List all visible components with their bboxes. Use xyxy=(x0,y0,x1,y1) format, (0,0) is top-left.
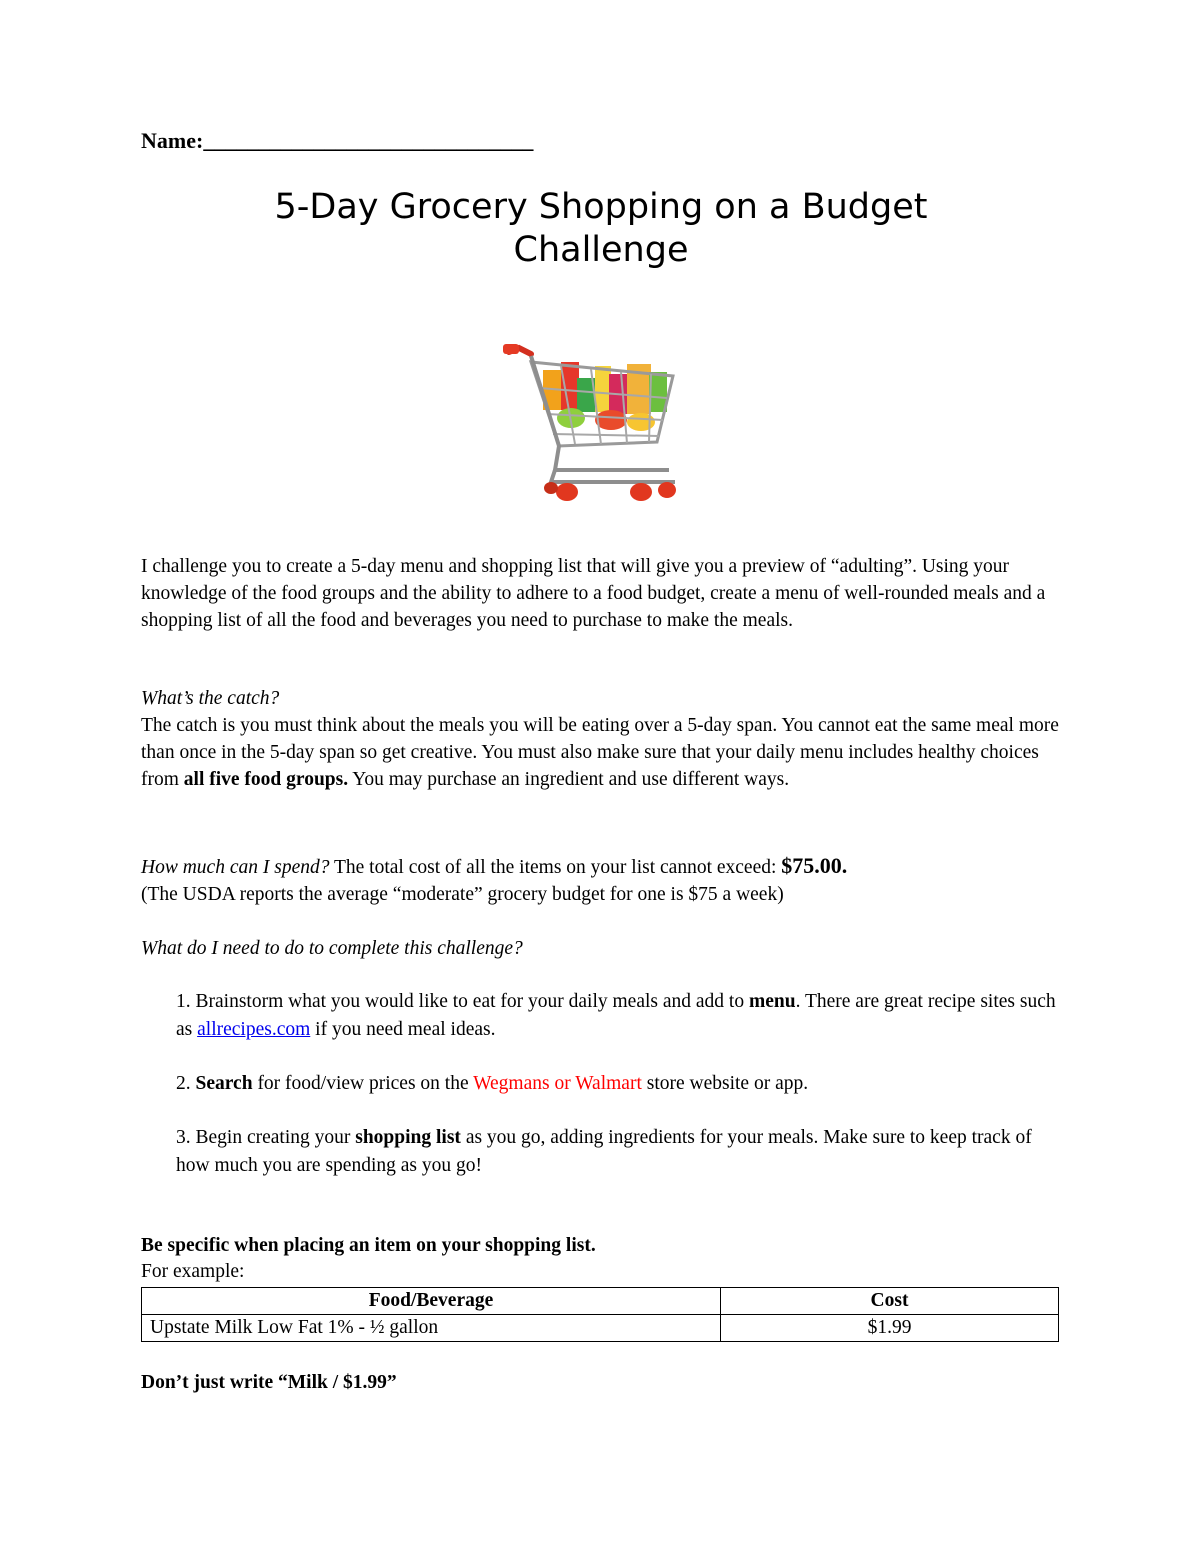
allrecipes-link[interactable]: allrecipes.com xyxy=(197,1019,311,1040)
intro-paragraph: I challenge you to create a 5-day menu and shopping list that will give you a preview of “adulting”. Using your knowledge of the food groups and the ability to adhere to a food budget, create a menu of well-rounded meals and a shopping list of all the food and beverages you need to purchase to make the meals. xyxy=(141,556,1046,631)
title-line-2: Challenge xyxy=(513,230,689,270)
col-header-food: Food/Beverage xyxy=(142,1288,721,1315)
page-title xyxy=(141,186,1061,272)
cell-food: Upstate Milk Low Fat 1% - ½ gallon xyxy=(142,1315,721,1342)
shopping-cart-icon xyxy=(491,322,711,512)
spend-line: How much can I spend? The total cost of all the items on your list cannot exceed: $75.00. xyxy=(141,853,848,878)
example-table xyxy=(141,1287,1059,1342)
name-label: Name: xyxy=(141,128,204,153)
step-1: 1. Brainstorm what you would like to eat for your daily meals and add to menu. There are great recipe sites such as allrecipes.com if you need meal ideas. xyxy=(176,991,1056,1040)
example-heading: Be specific when placing an item on your shopping list. xyxy=(141,1235,596,1256)
table-header-row xyxy=(142,1288,1059,1315)
catch-question: What’s the catch? xyxy=(141,688,280,709)
spend-note: (The USDA reports the average “moderate” grocery budget for one is $75 a week) xyxy=(141,884,784,905)
catch-section xyxy=(141,685,1061,793)
name-blank[interactable]: ______________________________ xyxy=(203,128,534,153)
step-3: 3. Begin creating your shopping list as you go, adding ingredients for your meals. Make sure to keep track of how much you are spending as you go! xyxy=(176,1127,1032,1176)
dont-note: Don’t just write “Milk / $1.99” xyxy=(141,1372,397,1393)
store-names: Wegmans or Walmart xyxy=(473,1073,642,1094)
col-header-cost: Cost xyxy=(721,1288,1059,1315)
step-2: 2. Search for food/view prices on the Wegmans or Walmart store website or app. xyxy=(176,1073,809,1094)
example-intro xyxy=(141,1233,596,1285)
budget-amount: $75.00. xyxy=(781,853,848,878)
steps-question: What do I need to do to complete this challenge? xyxy=(141,938,523,959)
catch-text: The catch is you must think about the meals you will be eating over a 5-day span. You cannot eat the same meal more than once in the 5-day span so get creative. You must also make sure that your daily menu includes healthy choices from all five food groups. You may purchase an ingredient and use different ways. xyxy=(141,715,1059,790)
name-field[interactable] xyxy=(141,128,533,154)
cell-cost: $1.99 xyxy=(721,1315,1059,1342)
title-line-1: 5-Day Grocery Shopping on a Budget xyxy=(274,187,928,227)
for-example-label: For example: xyxy=(141,1261,245,1282)
table-row xyxy=(142,1315,1059,1342)
spend-question: How much can I spend? xyxy=(141,857,330,878)
spend-section xyxy=(141,852,1061,908)
